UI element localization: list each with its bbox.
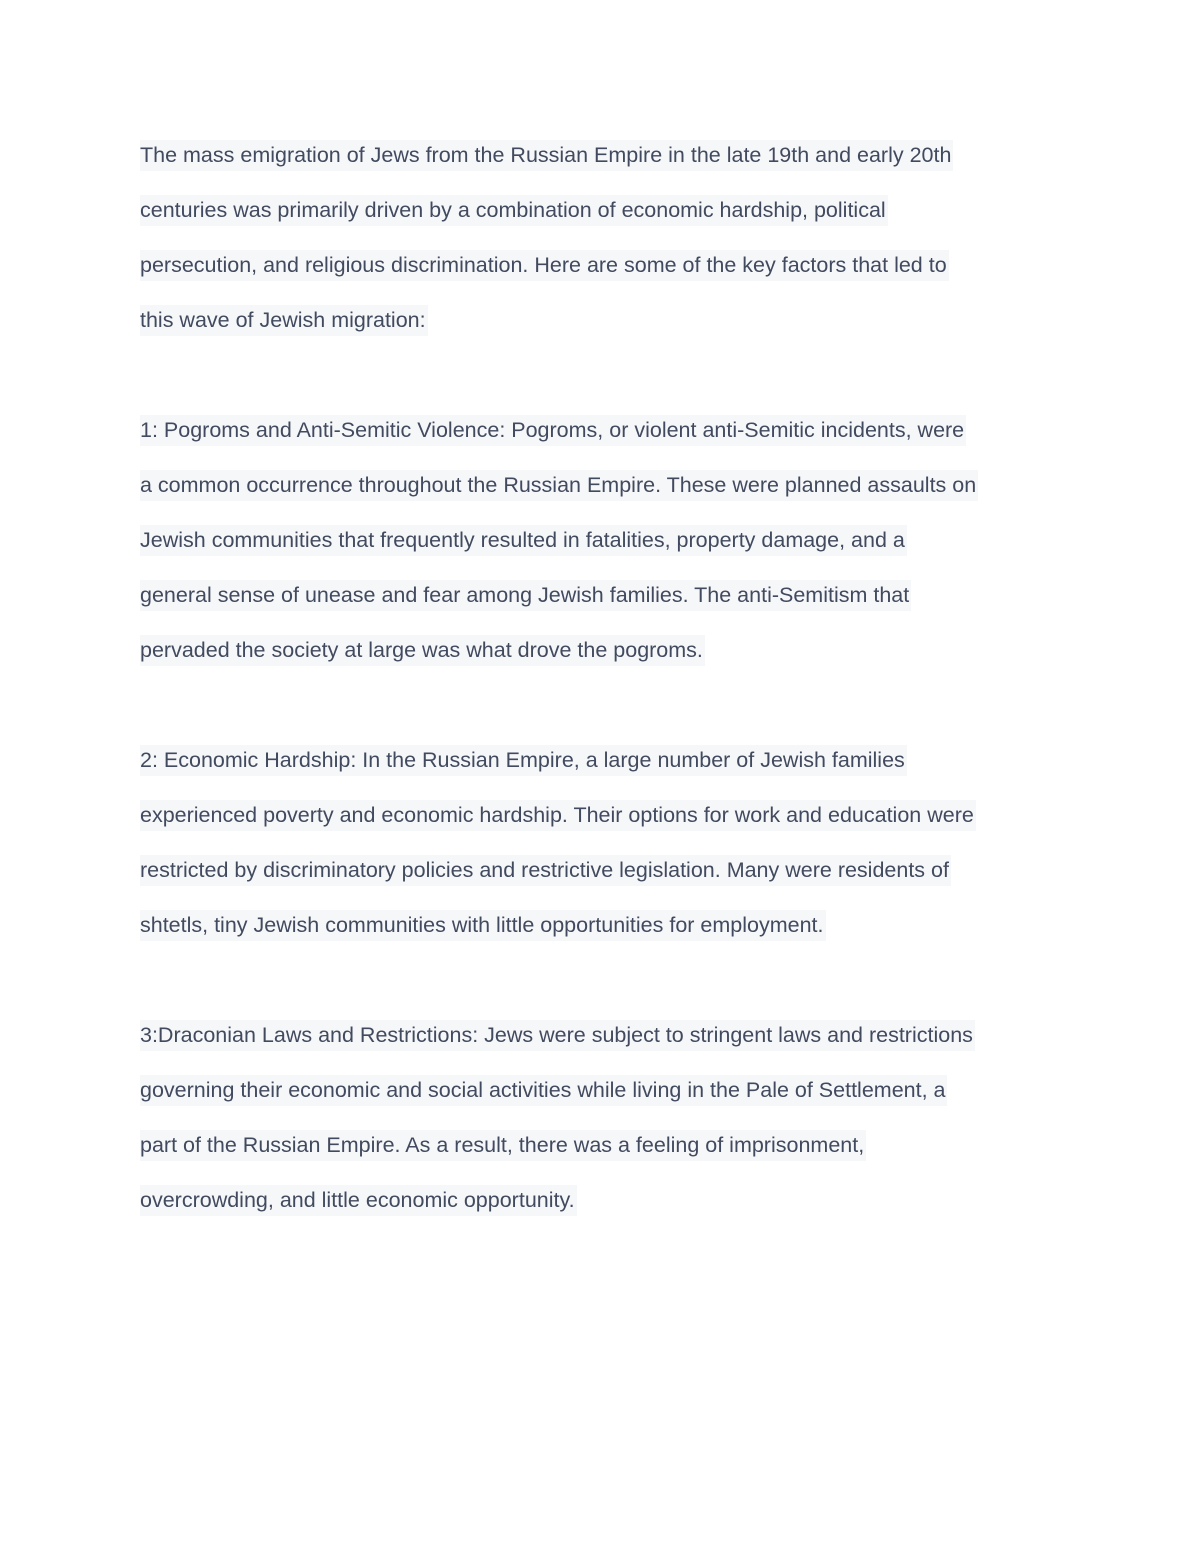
text-line-content: part of the Russian Empire. As a result, there was a feeling of imprisonment, xyxy=(140,1130,866,1161)
text-line xyxy=(140,1173,1070,1228)
text-line xyxy=(140,128,1070,183)
text-line xyxy=(140,1008,1070,1063)
text-line xyxy=(140,183,1070,238)
text-line xyxy=(140,568,1070,623)
text-line xyxy=(140,898,1070,953)
text-line-content: experienced poverty and economic hardship. Their options for work and education were xyxy=(140,800,976,831)
text-line xyxy=(140,1118,1070,1173)
text-line-content: overcrowding, and little economic opportunity. xyxy=(140,1185,577,1216)
text-line-content: 1: Pogroms and Anti-Semitic Violence: Pogroms, or violent anti-Semitic incidents, were xyxy=(140,415,966,446)
text-line-content: Jewish communities that frequently resulted in fatalities, property damage, and a xyxy=(140,525,907,556)
text-line-content: 2: Economic Hardship: In the Russian Empire, a large number of Jewish families xyxy=(140,745,907,776)
text-line xyxy=(140,733,1070,788)
text-line-content: shtetls, tiny Jewish communities with little opportunities for employment. xyxy=(140,910,826,941)
text-line xyxy=(140,293,1070,348)
text-line xyxy=(140,513,1070,568)
paragraph-draconian-laws xyxy=(140,1008,1070,1228)
paragraph-intro xyxy=(140,128,1070,348)
text-line xyxy=(140,1063,1070,1118)
text-line-content: governing their economic and social activities while living in the Pale of Settlement, a xyxy=(140,1075,947,1106)
text-line-content: this wave of Jewish migration: xyxy=(140,305,428,336)
paragraph-economic-hardship xyxy=(140,733,1070,953)
text-line xyxy=(140,403,1070,458)
text-line-content: The mass emigration of Jews from the Russian Empire in the late 19th and early 20th xyxy=(140,140,953,171)
text-line-content: general sense of unease and fear among Jewish families. The anti-Semitism that xyxy=(140,580,911,611)
text-line-content: a common occurrence throughout the Russian Empire. These were planned assaults on xyxy=(140,470,978,501)
text-line-content: centuries was primarily driven by a combination of economic hardship, political xyxy=(140,195,888,226)
text-line-content: persecution, and religious discrimination. Here are some of the key factors that led to xyxy=(140,250,949,281)
text-line-content: restricted by discriminatory policies and restrictive legislation. Many were residents of xyxy=(140,855,951,886)
text-line xyxy=(140,843,1070,898)
text-line xyxy=(140,238,1070,293)
text-line-content: pervaded the society at large was what drove the pogroms. xyxy=(140,635,705,666)
paragraph-pogroms xyxy=(140,403,1070,678)
text-line-content: 3:Draconian Laws and Restrictions: Jews were subject to stringent laws and restrictions xyxy=(140,1020,975,1051)
document-body xyxy=(140,128,1070,1283)
text-line xyxy=(140,788,1070,843)
text-line xyxy=(140,623,1070,678)
text-line xyxy=(140,458,1070,513)
